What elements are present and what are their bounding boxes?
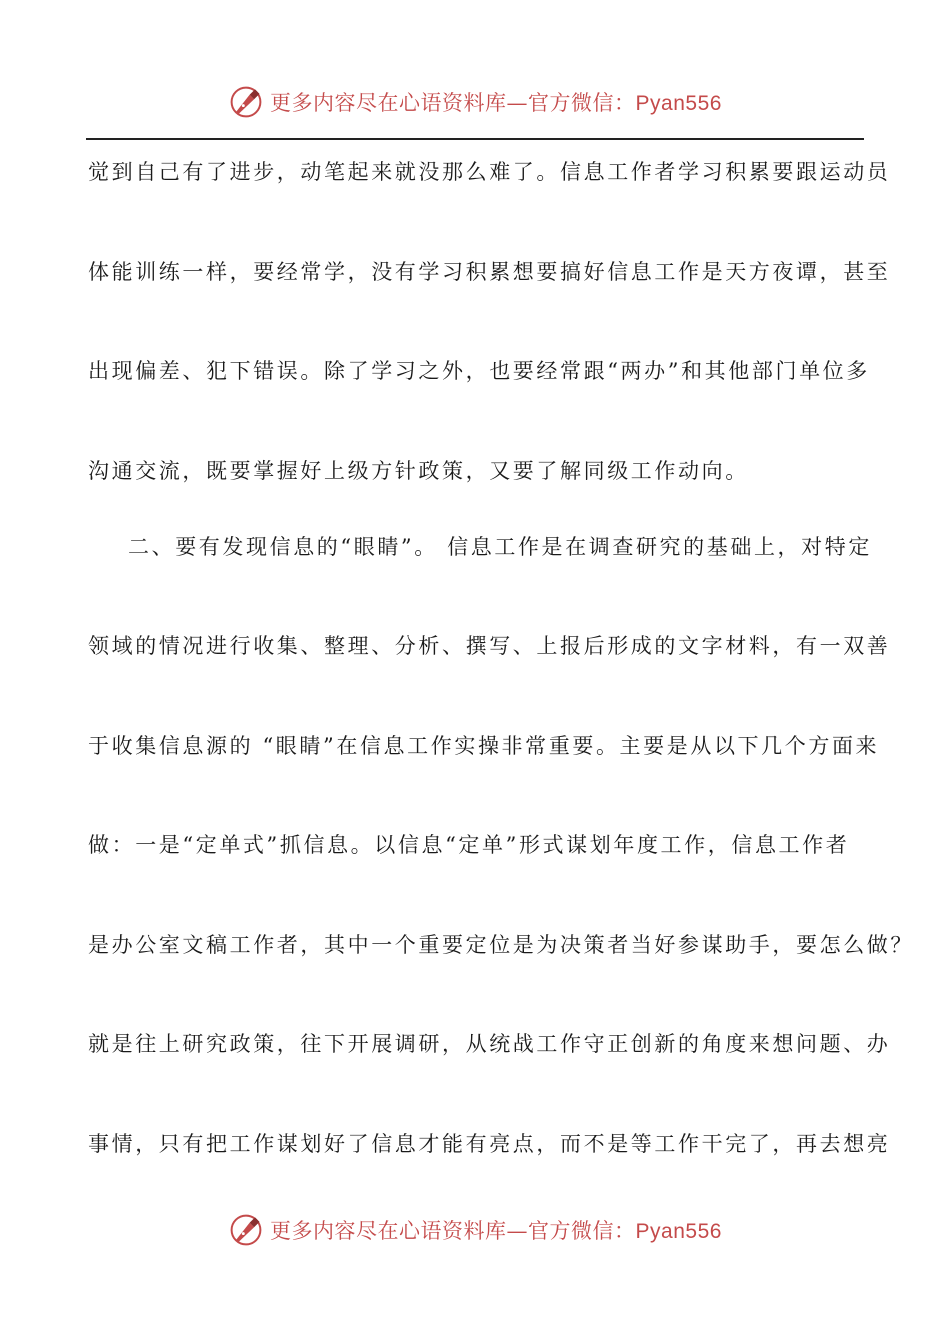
paragraph-line: 做：一是“定单式”抓信息。以信息“定单”形式谋划年度工作，信息工作者 [88,833,850,857]
header-banner-text: 更多内容尽在心语资料库—官方微信：Pyan556 [270,91,722,115]
header-wechat-id: Pyan556 [635,92,722,115]
paragraph-line: 沟通交流，既要掌握好上级方针政策，又要了解同级工作动向。 [88,458,749,483]
paragraph-line: 是办公室文稿工作者，其中一个重要定位是为决策者当好参谋助手，要怎么做？ [88,932,914,957]
paragraph-line: 体能训练一样，要经常学，没有学习积累想要搞好信息工作是天方夜谭，甚至 [88,259,891,284]
footer-banner [0,1210,950,1250]
footer-banner-text: 更多内容尽在心语资料库—官方微信：Pyan556 [270,1219,722,1243]
section-heading-line: 二、要有发现信息的“眼睛”。 信息工作是在调查研究的基础上，对特定 [128,534,872,559]
paragraph-line: 觉到自己有了进步，动笔起来就没那么难了。信息工作者学习积累要跟运动员 [88,160,891,184]
pen-nib-logo-icon [228,1212,264,1248]
paragraph-line: 就是往上研究政策，往下开展调研，从统战工作守正创新的角度来想问题、办 [88,1032,891,1056]
paragraph-line: 出现偏差、犯下错误。除了学习之外，也要经常跟“两办”和其他部门单位多 [88,359,870,383]
pen-nib-logo-icon [228,84,264,120]
document-body [88,148,914,1219]
paragraph-line: 领域的情况进行收集、整理、分析、撰写、上报后形成的文字材料，有一双善 [88,634,891,658]
paragraph-line: 于收集信息源的 “眼睛”在信息工作实操非常重要。主要是从以下几个方面来 [88,733,880,758]
footer-wechat-id: Pyan556 [635,1220,722,1243]
paragraph-line: 事情，只有把工作谋划好了信息才能有亮点，而不是等工作干完了，再去想亮 [88,1131,891,1156]
header-divider [86,138,864,140]
header-banner [0,82,950,122]
